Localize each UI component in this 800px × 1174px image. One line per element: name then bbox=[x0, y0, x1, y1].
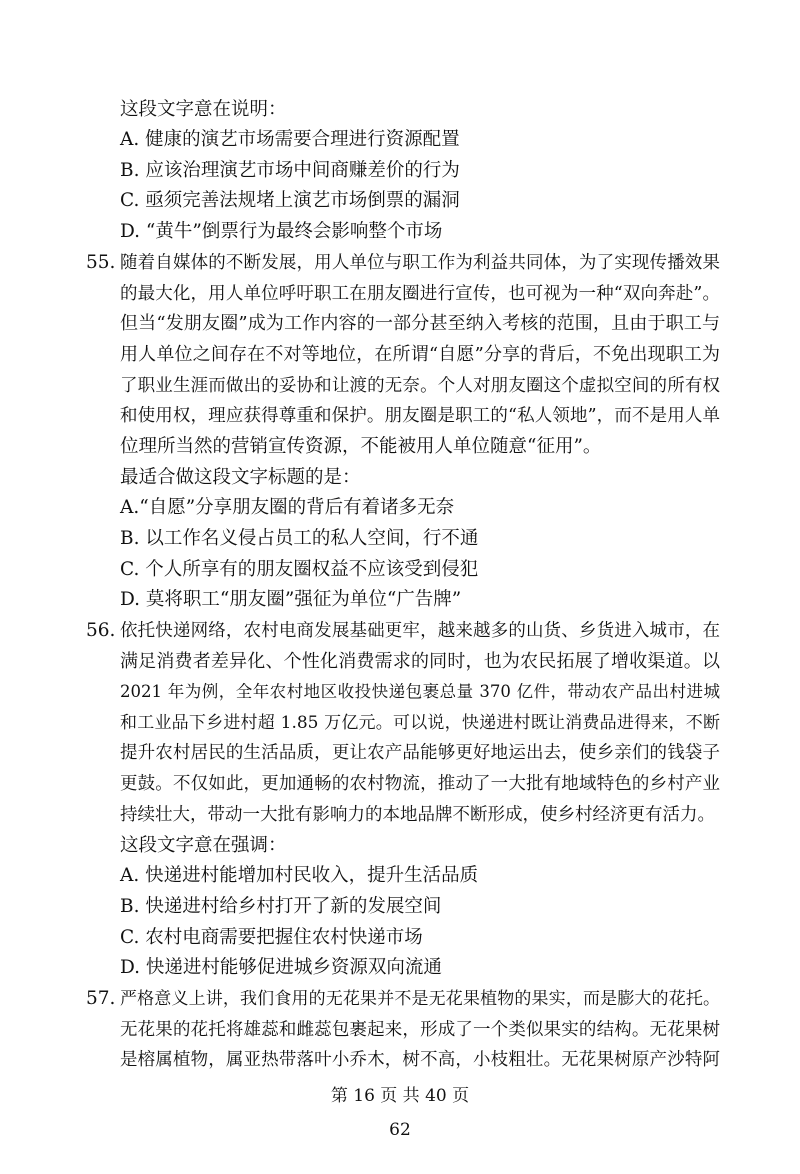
q56-passage-line: 满足消费者差异化、个性化消费需求的同时，也为农民拓展了增收渠道。以 bbox=[120, 651, 720, 672]
q55-option-b[interactable]: B. 以工作名义侵占员工的私人空间，行不通 bbox=[120, 528, 479, 549]
q56-prompt: 这段文字意在强调： bbox=[120, 835, 287, 856]
q56-passage-line: 提升农村居民的生活品质，更让农产品能够更好地运出去，使乡亲们的钱袋子 bbox=[120, 743, 720, 763]
page-info: 第 16 页 共 40 页 bbox=[330, 1086, 470, 1106]
page-number: 62 bbox=[389, 1120, 411, 1140]
q56-passage-line: 和工业品下乡进村超 1.85 万亿元。可以说，快递进村既让消费品进得来，不断 bbox=[120, 713, 720, 733]
q56-option-a[interactable]: A. 快递进村能增加村民收入，提升生活品质 bbox=[120, 865, 479, 886]
q55-option-c[interactable]: C. 个人所享有的朋友圈权益不应该受到侵犯 bbox=[120, 559, 479, 580]
q55-passage-line: 和使用权，理应获得尊重和保护。朋友圈是职工的“私人领地”，而不是用人单 bbox=[120, 406, 720, 426]
q57-passage-line: 是榕属植物，属亚热带落叶小乔木，树不高，小枝粗壮。无花果树原产沙特阿 bbox=[120, 1050, 720, 1070]
q55-passage-line: 用人单位之间存在不对等地位，在所谓“自愿”分享的背后，不免出现职工为 bbox=[120, 344, 720, 365]
q56-passage-line: 依托快递网络，农村电商发展基础更牢，越来越多的山货、乡货进入城市，在 bbox=[120, 621, 720, 641]
q55-number: 55. bbox=[86, 252, 116, 273]
q57-number: 57. bbox=[86, 988, 116, 1009]
q54-option-d[interactable]: D. “黄牛”倒票行为最终会影响整个市场 bbox=[120, 221, 443, 242]
q56-option-d[interactable]: D. 快递进村能够促进城乡资源双向流通 bbox=[120, 957, 442, 978]
q55-passage-line: 但当“发朋友圈”成为工作内容的一部分甚至纳入考核的范围，且由于职工与 bbox=[120, 313, 720, 334]
q55-passage-line: 位理所当然的营销宣传资源，不能被用人单位随意“征用”。 bbox=[120, 436, 602, 457]
q57-passage-line: 无花果的花托将雄蕊和雌蕊包裹起来，形成了一个类似果实的结构。无花果树 bbox=[120, 1020, 720, 1040]
q54-option-b[interactable]: B. 应该治理演艺市场中间商赚差价的行为 bbox=[120, 160, 460, 181]
q56-passage-line: 2021 年为例，全年农村地区收投快递包裹总量 370 亿件，带动农产品出村进城 bbox=[120, 682, 720, 701]
q55-passage-line: 随着自媒体的不断发展，用人单位与职工作为利益共同体，为了实现传播效果 bbox=[120, 253, 720, 273]
q56-passage-line: 更鼓。不仅如此，更加通畅的农村物流，推动了一大批有地域特色的乡村产业 bbox=[120, 774, 720, 794]
q56-passage-line: 持续壮大，带动一大批有影响力的本地品牌不断形成，使乡村经济更有活力。 bbox=[120, 805, 715, 825]
q54-prompt: 这段文字意在说明： bbox=[120, 99, 287, 120]
q55-passage-line: 了职业生涯而做出的妥协和让渡的无奈。个人对朋友圈这个虚拟空间的所有权 bbox=[120, 376, 720, 396]
q55-option-a[interactable]: A.“自愿”分享朋友圈的背后有着诸多无奈 bbox=[120, 497, 455, 518]
q56-number: 56. bbox=[86, 620, 116, 641]
q55-passage-line: 的最大化，用人单位呼吁职工在朋友圈进行宣传，也可视为一种“双向奔赴”。 bbox=[120, 284, 720, 304]
q57-passage-line: 严格意义上讲，我们食用的无花果并不是无花果植物的果实，而是膨大的花托。 bbox=[120, 989, 720, 1009]
q54-option-a[interactable]: A. 健康的演艺市场需要合理进行资源配置 bbox=[120, 129, 460, 150]
q56-option-b[interactable]: B. 快递进村给乡村打开了新的发展空间 bbox=[120, 896, 442, 917]
q56-option-c[interactable]: C. 农村电商需要把握住农村快递市场 bbox=[120, 927, 423, 948]
q55-option-d[interactable]: D. 莫将职工“朋友圈”强征为单位“广告牌” bbox=[120, 589, 462, 610]
q54-option-c[interactable]: C. 亟须完善法规堵上演艺市场倒票的漏洞 bbox=[120, 190, 460, 211]
q55-prompt: 最适合做这段文字标题的是： bbox=[120, 467, 361, 488]
